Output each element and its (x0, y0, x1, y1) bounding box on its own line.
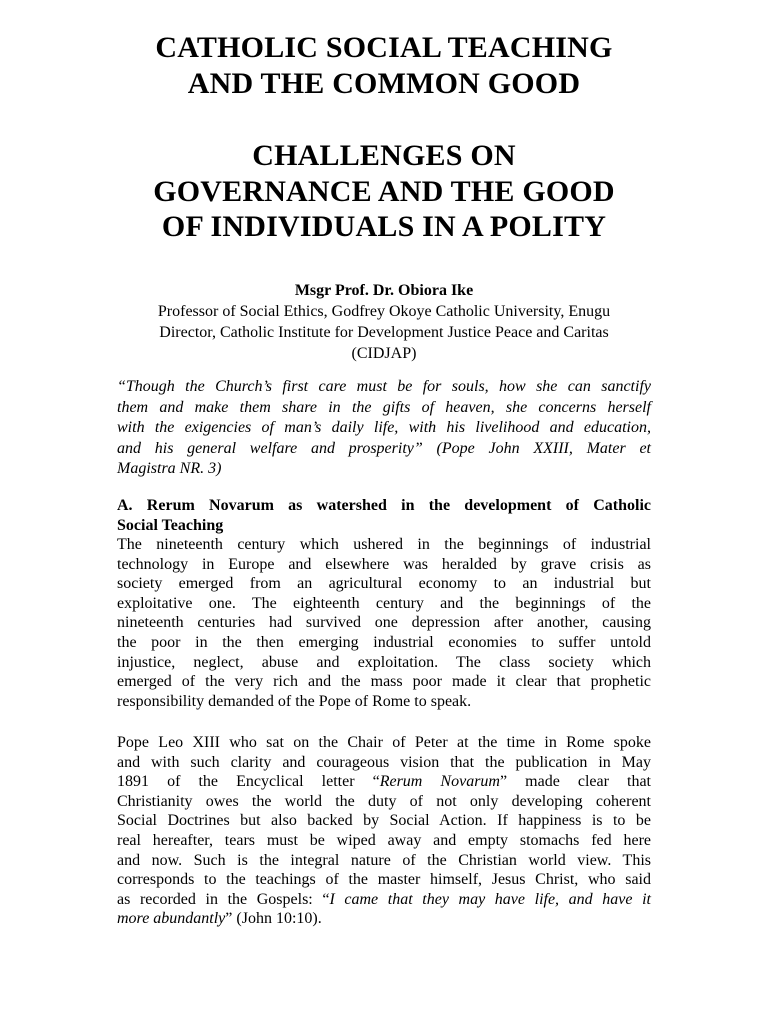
quote-line: Magistra NR. 3) (117, 460, 222, 478)
paragraph-line (117, 890, 651, 910)
text-segment: ” (John 10:10). (225, 910, 322, 928)
title-line-2: AND THE COMMON GOOD (187, 66, 581, 100)
quote-line: with the exigencies of man’s daily life, with his livelihood and education, (117, 419, 651, 437)
author-affiliation-2: Director, Catholic Institute for Development Justice Peace and Caritas (159, 324, 609, 341)
author-block (117, 280, 651, 364)
gospel-quote: more abundantly (117, 910, 226, 928)
paragraph-line: Christianity owes the world the duty of not only developing coherent (117, 792, 651, 810)
subtitle-line-2: GOVERNANCE AND THE GOOD (153, 174, 615, 208)
text-segment: 1891 of the Encyclical letter “ (117, 773, 380, 791)
section-heading-line-1: A. Rerum Novarum as watershed in the development of Catholic (117, 497, 651, 514)
paragraph-line: exploitative one. The eighteenth century and the beginnings of the (117, 594, 651, 612)
paragraph-line: corresponds to the teachings of the master himself, Jesus Christ, who said (117, 871, 651, 889)
subtitle-line-1: CHALLENGES ON (252, 139, 516, 172)
paragraph-line (117, 772, 651, 792)
author-affiliation-1: Professor of Social Ethics, Godfrey Okoye Catholic University, Enugu (157, 303, 611, 320)
section-heading (117, 496, 651, 535)
paragraph-line: real hereafter, tears must be wiped away and empty stomachs fed here (117, 831, 651, 849)
title-line-1: CATHOLIC SOCIAL TEACHING (155, 31, 613, 64)
body-paragraph-2 (117, 733, 651, 929)
paragraph-line: and now. Such is the integral nature of the Christian world view. This (117, 851, 651, 869)
paragraph-line: nineteenth centuries had survived one depression after another, causing (117, 614, 651, 632)
paragraph-line: society emerged from an agricultural economy to an industrial but (117, 575, 651, 593)
encyclical-title: Rerum Novarum (379, 773, 500, 791)
section-heading-line-2: Social Teaching (117, 516, 224, 534)
subtitle-line-3: OF INDIVIDUALS IN A POLITY (161, 210, 607, 243)
quote-line: them and make them share in the gifts of heaven, she concerns herself (117, 398, 651, 416)
text-segment: ” made clear that (499, 773, 652, 791)
body-paragraph-1 (117, 535, 651, 711)
document-title (117, 30, 651, 101)
author-affiliation-3: (CIDJAP) (351, 345, 417, 362)
paragraph-line: Pope Leo XIII who sat on the Chair of Peter at the time in Rome spoke (117, 734, 651, 751)
paragraph-line: The nineteenth century which ushered in the beginnings of industrial (117, 536, 651, 553)
epigraph-quote (117, 377, 651, 480)
paragraph-line: Social Doctrines but also backed by Social Action. If happiness is to be (117, 812, 651, 830)
paragraph-line: and with such clarity and courageous vision that the publication in May (117, 753, 651, 771)
quote-line: and his general welfare and prosperity” (Pope John XXIII, Mater et (117, 439, 651, 457)
paragraph-line: the poor in the then emerging industrial economies to suffer untold (117, 633, 651, 651)
paragraph-line: emerged of the very rich and the mass poor made it clear that prophetic (117, 673, 651, 691)
text-segment: as recorded in the Gospels: “ (117, 890, 330, 908)
paragraph-line: technology in Europe and elsewhere was heralded by grave crisis as (117, 555, 651, 573)
paragraph-line (117, 909, 651, 929)
paragraph-line: responsibility demanded of the Pope of Rome to speak. (117, 692, 472, 710)
quote-line: “Though the Church’s first care must be for souls, how she can sanctify (117, 378, 651, 395)
document-subtitle (117, 138, 651, 245)
gospel-quote: I came that they may have life, and have it (329, 890, 651, 908)
paragraph-line: injustice, neglect, abuse and exploitation. The class society which (117, 653, 651, 671)
author-name: Msgr Prof. Dr. Obiora Ike (294, 282, 474, 299)
